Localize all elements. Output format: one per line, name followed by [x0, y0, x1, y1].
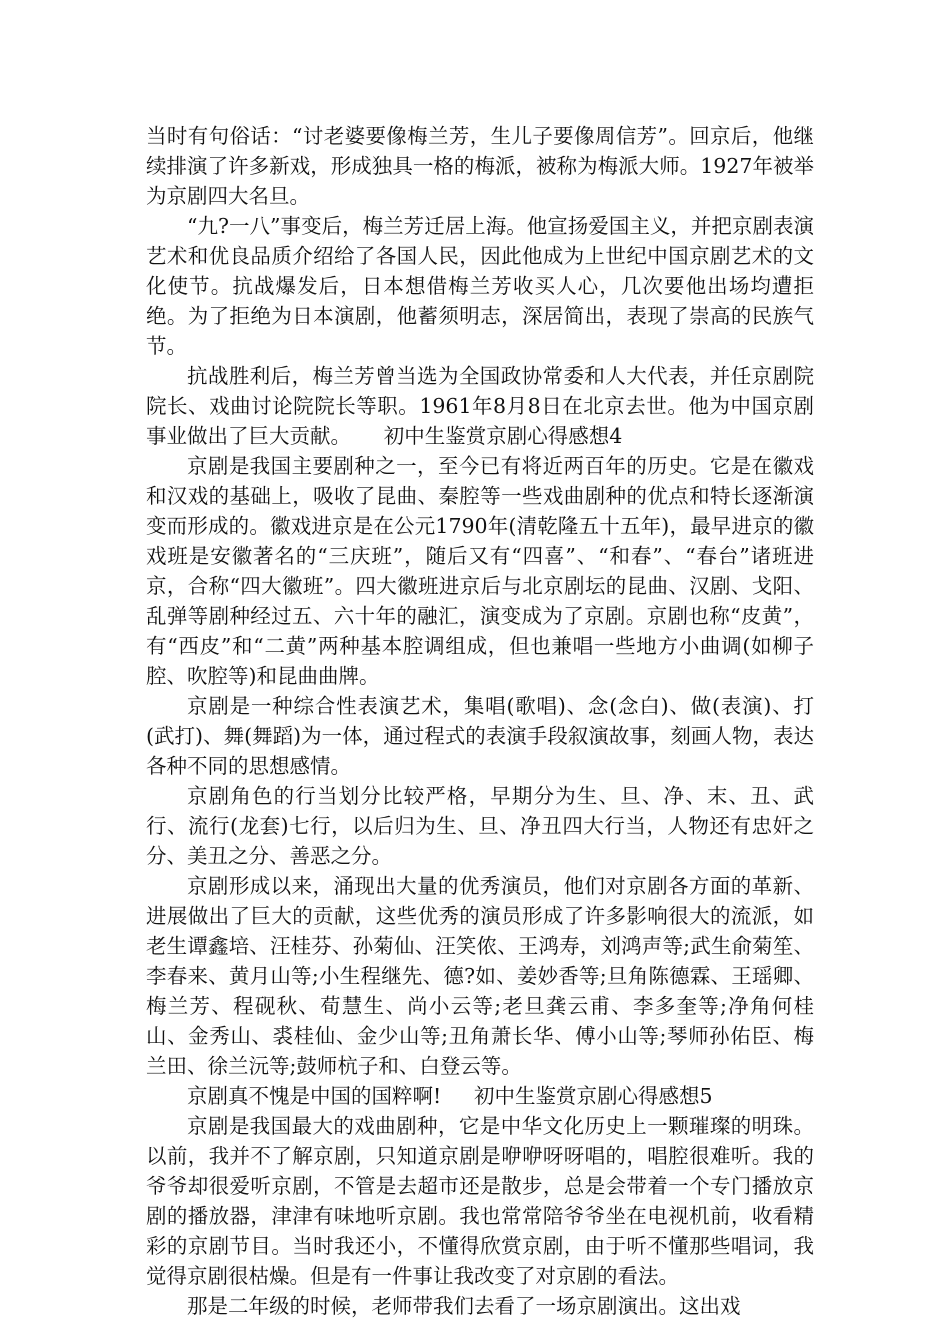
paragraph-1: 当时有句俗话：“讨老婆要像梅兰芳，生儿子要像周信芳”。回京后，他继续排演了许多新戏，形成独具一格的梅派，被称为梅派大师。1927年被举为京剧四大名旦。: [146, 124, 814, 208]
section-heading-4: 初中生鉴赏京剧心得感想4: [383, 424, 623, 448]
paragraph-7: 京剧形成以来，涌现出大量的优秀演员，他们对京剧各方面的革新、进展做出了巨大的贡献，这些优秀的演员形成了许多影响很大的流派，如老生谭鑫培、汪桂芬、孙菊仙、汪笑侬、王鸿寿，刘鸿声等;武生俞菊笙、李春来、黄月山等;小生程继先、德?如、姜妙香等;旦角陈德霖、王瑶卿、梅兰芳、程砚秋、荀慧生、尚小云等;老旦龚云甫、李多奎等;净角何桂山、金秀山、裘桂仙、金少山等;丑角萧长华、傅小山等;琴师孙佑臣、梅兰田、徐兰沅等;鼓师杭子和、白登云等。: [146, 874, 814, 1078]
paragraph-8-text: 京剧真不愧是中国的国粹啊!: [187, 1084, 442, 1108]
paragraph-6: 京剧角色的行当划分比较严格，早期分为生、旦、净、末、丑、武行、流行(龙套)七行，以后归为生、旦、净丑四大行当，人物还有忠奸之分、美丑之分、善恶之分。: [146, 784, 814, 868]
paragraph-8: [146, 1081, 814, 1111]
paragraph-3: [146, 361, 814, 451]
paragraph-10: 那是二年级的时候，老师带我们去看了一场京剧演出。这出戏: [187, 1294, 741, 1318]
paragraph-4: 京剧是我国主要剧种之一，至今已有将近两百年的历史。它是在徽戏和汉戏的基础上，吸收了昆曲、秦腔等一些戏曲剧种的优点和特长逐渐演变而形成的。徽戏进京是在公元1790年(清乾隆五十五年)，最早进京的徽戏班是安徽著名的“三庆班”，随后又有“四喜”、“和春”、“春台”诸班进京，合称“四大徽班”。四大徽班进京后与北京剧坛的昆曲、汉剧、戈阳、乱弹等剧种经过五、六十年的融汇，演变成为了京剧。京剧也称“皮黄”，有“西皮”和“二黄”两种基本腔调组成，但也兼唱一些地方小曲调(如柳子腔、吹腔等)和昆曲曲牌。: [146, 454, 814, 688]
paragraph-5: 京剧是一种综合性表演艺术，集唱(歌唱)、念(念白)、做(表演)、打(武打)、舞(舞蹈)为一体，通过程式的表演手段叙演故事，刻画人物，表达各种不同的思想感情。: [146, 694, 814, 778]
document-body: [146, 121, 814, 1321]
section-heading-5: 初中生鉴赏京剧心得感想5: [474, 1084, 713, 1108]
paragraph-9: 京剧是我国最大的戏曲剧种，它是中华文化历史上一颗璀璨的明珠。以前，我并不了解京剧，只知道京剧是咿咿呀呀唱的，唱腔很难听。我的爷爷却很爱听京剧，不管是去超市还是散步，总是会带着一个专门播放京剧的播放器，津津有味地听京剧。我也常常陪爷爷坐在电视机前，收看精彩的京剧节目。当时我还小，不懂得欣赏京剧，由于听不懂那些唱词，我觉得京剧很枯燥。但是有一件事让我改变了对京剧的看法。: [146, 1114, 814, 1288]
paragraph-3-text: 抗战胜利后，梅兰芳曾当选为全国政协常委和人大代表，并任京剧院院长、戏曲讨论院院长等职。1961年8月8日在北京去世。他为中国京剧事业做出了巨大贡献。: [146, 364, 814, 448]
paragraph-2: “九?一八”事变后，梅兰芳迁居上海。他宣扬爱国主义，并把京剧表演艺术和优良品质介绍给了各国人民，因此他成为上世纪中国京剧艺术的文化使节。抗战爆发后，日本想借梅兰芳收买人心，几次要他出场均遭拒绝。为了拒绝为日本演剧，他蓄须明志，深居简出，表现了崇高的民族气节。: [146, 214, 814, 358]
